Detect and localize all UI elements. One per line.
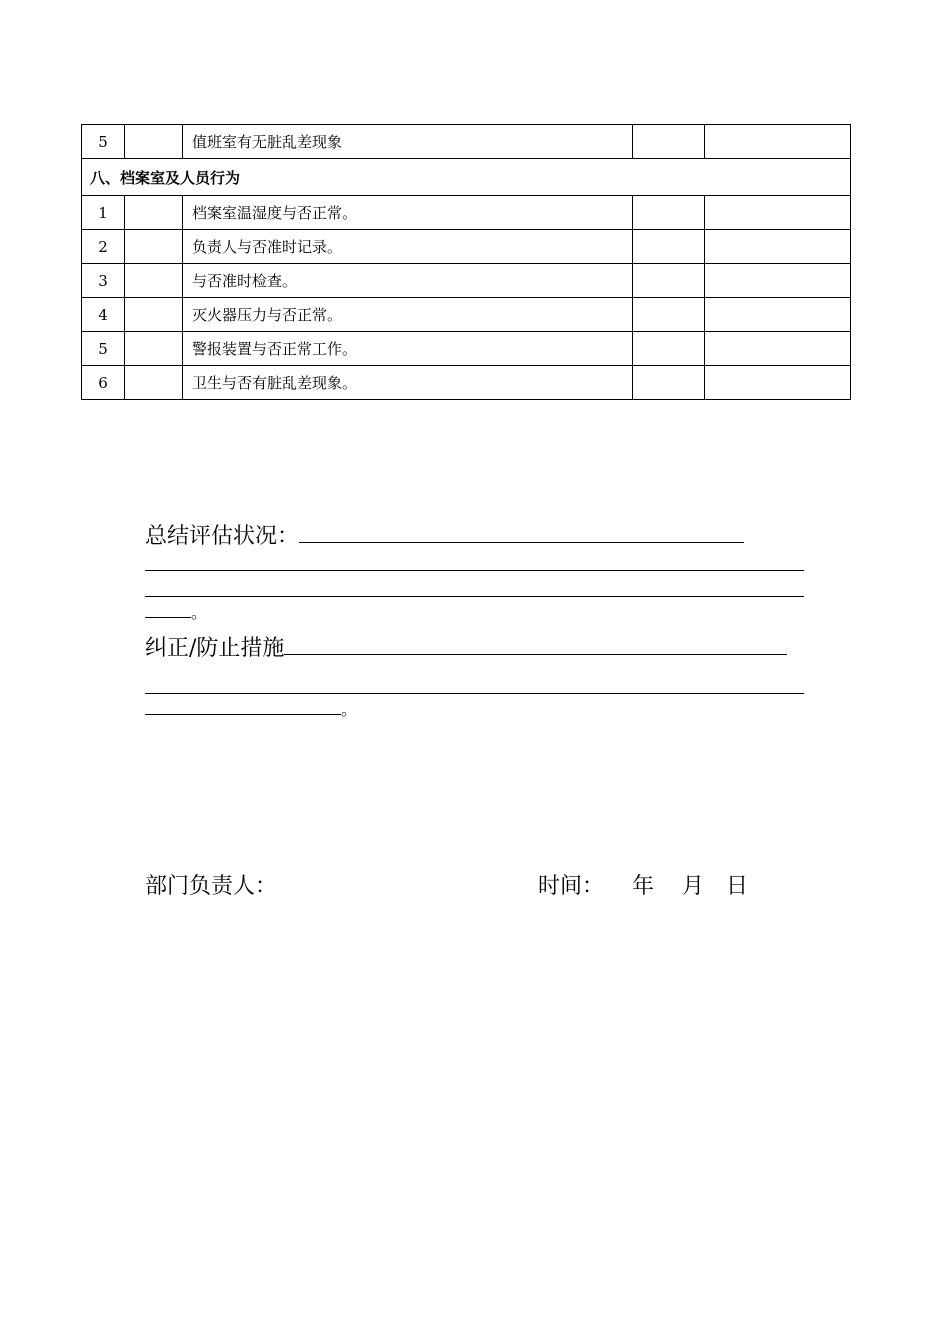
summary-blank[interactable] xyxy=(299,522,744,543)
table-row xyxy=(82,230,851,264)
row-number: 3 xyxy=(82,264,125,298)
table-row xyxy=(82,196,851,230)
dept-head-label: 部门负责人： xyxy=(145,874,278,899)
result-cell xyxy=(633,264,705,298)
row-item: 警报装置与否正常工作。 xyxy=(183,332,633,366)
blank-cell xyxy=(125,196,183,230)
correction-blank[interactable] xyxy=(145,700,341,715)
remark-cell xyxy=(705,196,851,230)
day-label: 日 xyxy=(726,874,749,899)
remark-cell xyxy=(705,264,851,298)
correction-line-1 xyxy=(145,634,787,662)
result-cell xyxy=(633,230,705,264)
summary-line-1 xyxy=(145,522,744,550)
row-item: 卫生与否有脏乱差现象。 xyxy=(183,366,633,400)
result-cell xyxy=(633,125,705,159)
month-label: 月 xyxy=(682,874,705,899)
result-cell xyxy=(633,196,705,230)
table-row xyxy=(82,298,851,332)
row-number: 2 xyxy=(82,230,125,264)
blank-cell xyxy=(125,366,183,400)
blank-cell xyxy=(125,298,183,332)
row-item: 与否准时检查。 xyxy=(183,264,633,298)
row-item: 灭火器压力与否正常。 xyxy=(183,298,633,332)
summary-blank[interactable] xyxy=(145,576,804,597)
summary-end: 。 xyxy=(191,603,208,622)
summary-blank[interactable] xyxy=(145,550,804,571)
section-row xyxy=(82,159,851,196)
row-number: 4 xyxy=(82,298,125,332)
correction-blank[interactable] xyxy=(145,673,804,694)
blank-cell xyxy=(125,125,183,159)
summary-line-2 xyxy=(145,550,804,578)
table-row xyxy=(82,366,851,400)
section-title: 八、档案室及人员行为 xyxy=(82,159,851,196)
row-number: 5 xyxy=(82,125,125,159)
remark-cell xyxy=(705,230,851,264)
summary-line-4 xyxy=(145,600,207,626)
row-item: 值班室有无脏乱差现象 xyxy=(183,125,633,159)
table-row xyxy=(82,125,851,159)
blank-cell xyxy=(125,264,183,298)
correction-blank[interactable] xyxy=(284,634,787,655)
result-cell xyxy=(633,332,705,366)
time-label: 时间： xyxy=(538,874,605,899)
correction-line-3 xyxy=(145,697,357,723)
row-number: 5 xyxy=(82,332,125,366)
year-label: 年 xyxy=(632,874,655,899)
correction-end: 。 xyxy=(341,700,358,719)
row-number: 1 xyxy=(82,196,125,230)
blank-cell xyxy=(125,230,183,264)
remark-cell xyxy=(705,298,851,332)
row-item: 档案室温湿度与否正常。 xyxy=(183,196,633,230)
remark-cell xyxy=(705,366,851,400)
remark-cell xyxy=(705,125,851,159)
row-number: 6 xyxy=(82,366,125,400)
inspection-table xyxy=(81,124,851,400)
summary-line-3 xyxy=(145,576,804,604)
result-cell xyxy=(633,298,705,332)
correction-label: 纠正/防止措施 xyxy=(145,636,285,661)
blank-cell xyxy=(125,332,183,366)
remark-cell xyxy=(705,332,851,366)
table-row xyxy=(82,264,851,298)
table-row xyxy=(82,332,851,366)
summary-blank[interactable] xyxy=(145,603,191,618)
row-item: 负责人与否准时记录。 xyxy=(183,230,633,264)
summary-label: 总结评估状况： xyxy=(145,524,300,549)
result-cell xyxy=(633,366,705,400)
